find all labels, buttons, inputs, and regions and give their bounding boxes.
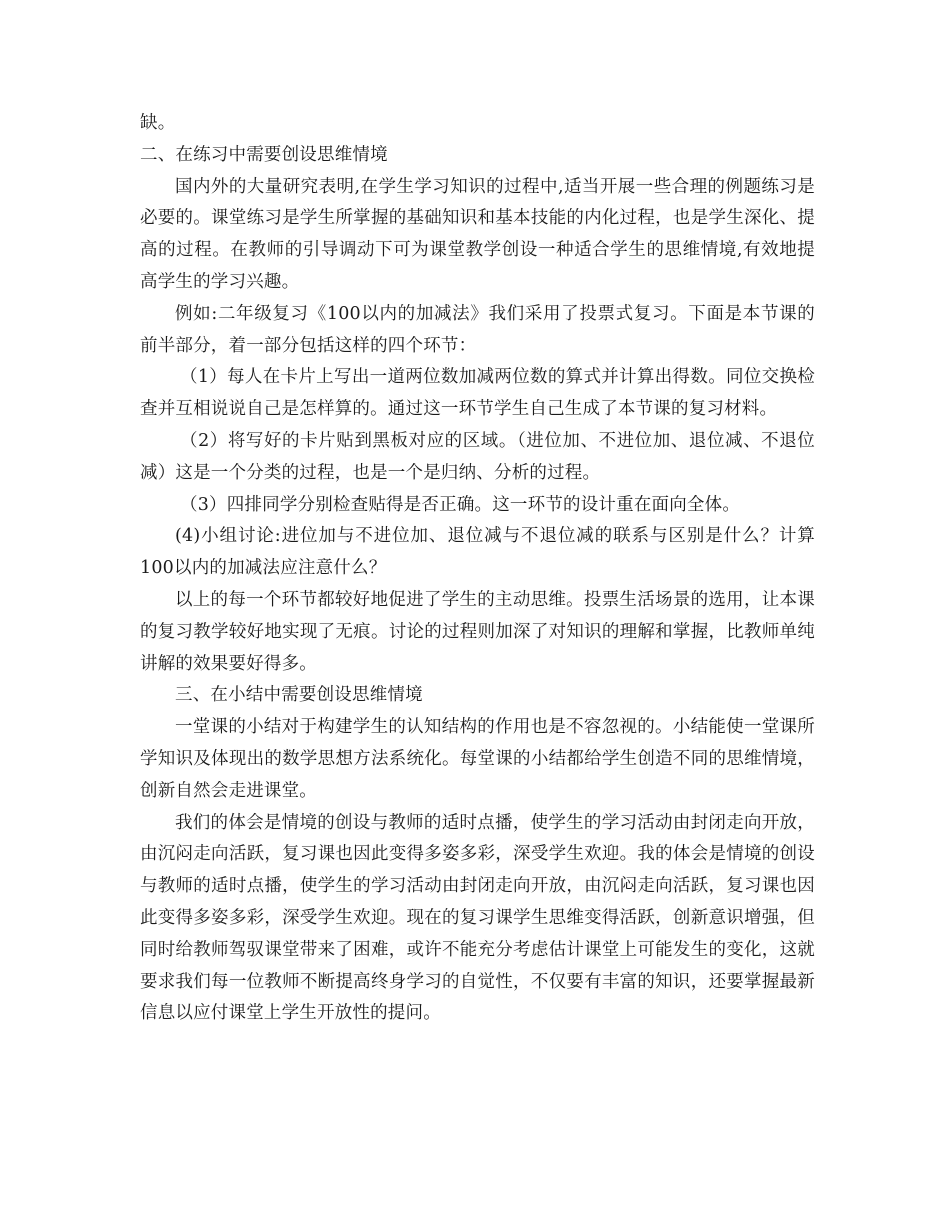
paragraph-continuation: 缺。 (140, 113, 176, 133)
section-heading-two: 二、在练习中需要创设思维情境 (140, 144, 388, 165)
document-body (140, 108, 815, 1030)
paragraph: 以上的每一个环节都较好地促进了学生的主动思维。投票生活场景的选用，让本课的复习教学较好地实现了无痕。讨论的过程则加深了对知识的理解和掌握，比教师单纯讲解的效果要好得多。 (140, 589, 815, 674)
paragraph: 一堂课的小结对于构建学生的认知结构的作用也是不容忽视的。小结能使一堂课所学知识及体现出的数学思想方法系统化。每堂课的小结都给学生创造不同的思维情境，创新自然会走进课堂。 (140, 717, 815, 801)
list-item: （2）将写好的卡片贴到黑板对应的区域。（进位加、不进位加、退位减、不退位减）这是一个分类的过程，也是一个是归纳、分析的过程。 (140, 430, 815, 483)
section-heading-three: 三、在小结中需要创设思维情境 (175, 685, 423, 706)
paragraph: 例如:二年级复习《100以内的加减法》我们采用了投票式复习。下面是本节课的前半部分，着一部分包括这样的四个环节： (140, 303, 815, 356)
list-item: (4)小组讨论:进位加与不进位加、退位减与不退位减的联系与区别是什么？计算100以内的加减法应注意什么？ (140, 526, 815, 579)
paragraph: 国内外的大量研究表明,在学生学习知识的过程中,适当开展一些合理的例题练习是必要的。课堂练习是学生所掌握的基础知识和基本技能的内化过程，也是学生深化、提高的过程。在教师的引导调动下可为课堂教学创设一种适合学生的思维情境,有效地提高学生的学习兴趣。 (140, 176, 815, 292)
list-item: （3）四排同学分别检查贴得是否正确。这一环节的设计重在面向全体。 (180, 494, 741, 515)
list-item: （1）每人在卡片上写出一道两位数加减两位数的算式并计算出得数。同位交换检查并互相说说自己是怎样算的。通过这一环节学生自己生成了本节课的复习材料。 (140, 367, 815, 420)
paragraph: 我们的体会是情境的创设与教师的适时点播，使学生的学习活动由封闭走向开放，由沉闷走向活跃，复习课也因此变得多姿多彩，深受学生欢迎。我的体会是情境的创设与教师的适时点播，使学生的学习活动由封闭走向开放，由沉闷走向活跃，复习课也因此变得多姿多彩，深受学生欢迎。现在的复习课学生思维变得活跃，创新意识增强，但同时给教师驾驭课堂带来了困难，或许不能充分考虑估计课堂上可能发生的变化，这就要求我们每一位教师不断提高终身学习的自觉性，不仅要有丰富的知识，还要掌握最新信息以应付课堂上学生开放性的提问。 (140, 812, 815, 1024)
